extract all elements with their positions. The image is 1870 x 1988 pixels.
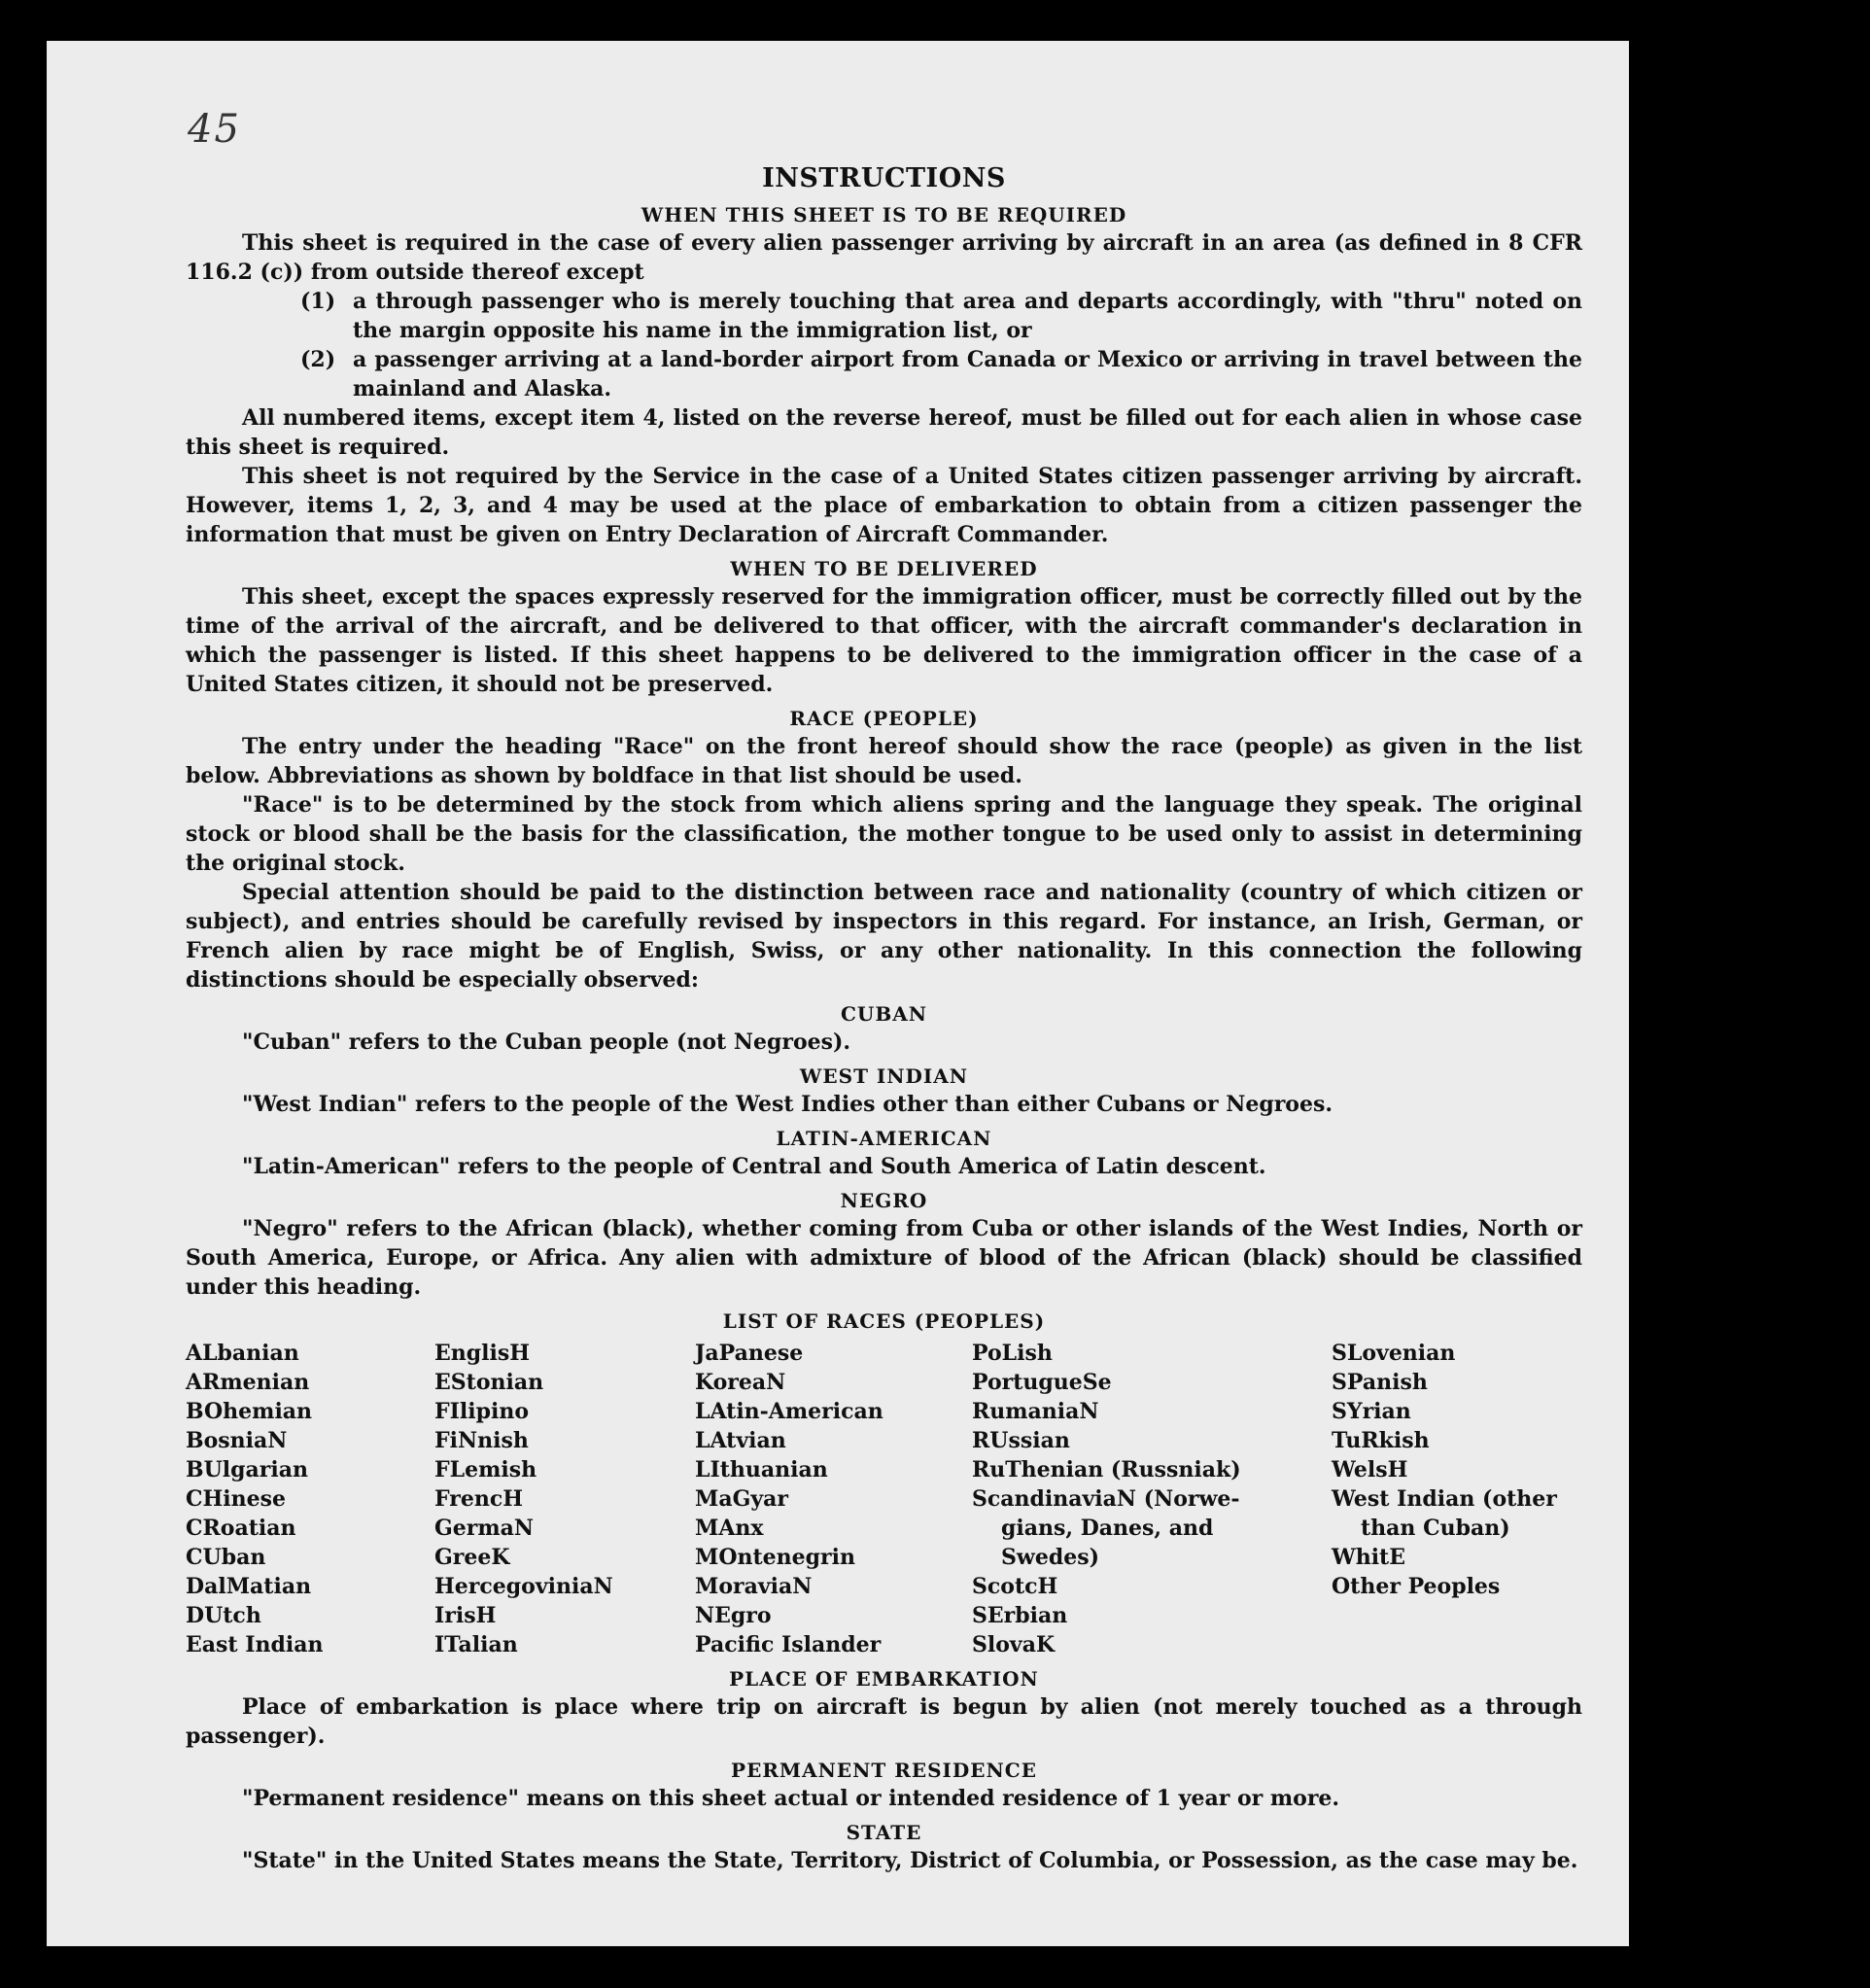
required-paragraph-1: This sheet is required in the case of every alien passenger arriving by aircraft in an area (as defined in 8 CFR 116.2 (c)) from outside thereof except (186, 230, 1582, 285)
race-list-item: FLemish (434, 1457, 537, 1482)
race-list-item: CUban (186, 1545, 266, 1570)
item-number: (2) (300, 347, 336, 372)
exception-item-2 (300, 345, 1582, 403)
race-paragraph-3: Special attention should be paid to the distinction between race and nationality (country of which citizen or subject), and entries should be carefully revised by inspectors in this regard. For instance, an Irish, German, or French alien by race might be of English, Swiss, or any other nationality. In this connection the following distinctions should be especially observed: (186, 880, 1582, 993)
race-paragraph-1: The entry under the heading "Race" on the front hereof should show the race (people) as given in the list below. Abbreviations as shown by boldface in that list should be used. (186, 734, 1582, 788)
race-list-item: KoreaN (695, 1370, 786, 1395)
race-list-item: SLovenian (1332, 1341, 1456, 1366)
heading-when-required: WHEN THIS SHEET IS TO BE REQUIRED (641, 203, 1127, 227)
race-list-item: FIlipino (434, 1399, 530, 1424)
heading-permanent-residence: PERMANENT RESIDENCE (731, 1759, 1037, 1782)
race-list-item: WhitE (1332, 1545, 1405, 1570)
state-definition: "State" in the United States means the State, Territory, District of Columbia, or Possession, as the case may be. (242, 1848, 1578, 1873)
page-title: INSTRUCTIONS (762, 163, 1006, 193)
heading-list-of-races: LIST OF RACES (PEOPLES) (722, 1309, 1046, 1333)
exception-item-1 (300, 287, 1582, 345)
latin-american-definition: "Latin-American" refers to the people of Central and South America of Latin descent. (242, 1154, 1266, 1179)
race-list-item: SYrian (1332, 1399, 1411, 1424)
residence-definition: "Permanent residence" means on this sheet actual or intended residence of 1 year or more. (242, 1786, 1340, 1811)
required-paragraph-3: This sheet is not required by the Service in the case of a United States citizen passenger arriving by aircraft. However, items 1, 2, 3, and 4 may be used at the place of embarkation to obtain from a citizen passenger the information that must be given on Entry Declaration of Aircraft Commander. (186, 464, 1582, 547)
race-list-item: JaPanese (695, 1341, 804, 1366)
heading-when-delivered: WHEN TO BE DELIVERED (730, 557, 1038, 580)
races-column-5 (1332, 1339, 1582, 1659)
race-list-item: ScandinaviaN (Norwe- (972, 1486, 1240, 1512)
cuban-definition: "Cuban" refers to the Cuban people (not Negroes). (242, 1029, 851, 1055)
race-list-item: DalMatian (186, 1574, 312, 1599)
heading-place-of-embarkation: PLACE OF EMBARKATION (729, 1667, 1039, 1691)
race-list-item: CHinese (186, 1486, 287, 1512)
heading-west-indian: WEST INDIAN (799, 1064, 969, 1088)
race-paragraph-2: "Race" is to be determined by the stock from which aliens spring and the language they speak. The original stock or blood shall be the basis for the classification, the mother tongue to be used only to assist in determining the original stock. (186, 792, 1582, 876)
race-list-item: EnglisH (434, 1341, 531, 1366)
race-list-item: MAnx (695, 1516, 764, 1541)
race-list-item: RUssian (972, 1428, 1070, 1453)
race-list-item: BOhemian (186, 1399, 313, 1424)
race-list-item: DUtch (186, 1603, 261, 1628)
heading-negro: NEGRO (840, 1189, 928, 1212)
race-list-item: LIthuanian (695, 1457, 828, 1482)
handwritten-page-number: 45 (188, 107, 241, 152)
race-list-item: CRoatian (186, 1516, 296, 1541)
embarkation-definition: Place of embarkation is place where trip on aircraft is begun by alien (not merely touched as a through passenger). (186, 1694, 1582, 1749)
negro-definition: "Negro" refers to the African (black), whether coming from Cuba or other islands of the West Indies, North or South America, Europe, or Africa. Any alien with admixture of blood of the African (black) should be classified under this heading. (186, 1216, 1582, 1300)
race-list-item: gians, Danes, and (1001, 1516, 1214, 1541)
race-list-item: GermaN (434, 1516, 535, 1541)
race-list-item: MOntenegrin (695, 1545, 855, 1570)
races-column-1 (186, 1339, 434, 1659)
race-list-item: ITalian (434, 1632, 518, 1657)
race-list-item: PoLish (972, 1341, 1053, 1366)
race-list-item: Other Peoples (1332, 1574, 1501, 1599)
race-list-item: BosniaN (186, 1428, 288, 1453)
race-list-item: West Indian (other (1332, 1486, 1557, 1512)
races-list (186, 1339, 1582, 1659)
race-list-item: Swedes) (1001, 1545, 1099, 1570)
document-page (47, 41, 1629, 1946)
race-list-item: HercegoviniaN (434, 1574, 613, 1599)
race-list-item: MoraviaN (695, 1574, 813, 1599)
heading-latin-american: LATIN-AMERICAN (776, 1127, 992, 1150)
item-number: (1) (300, 289, 336, 314)
race-list-item: PortugueSe (972, 1370, 1112, 1395)
race-list-item: ScotcH (972, 1574, 1058, 1599)
race-list-item: FiNnish (434, 1428, 529, 1453)
race-list-item: NEgro (695, 1603, 772, 1628)
race-list-item: than Cuban) (1361, 1516, 1510, 1541)
race-list-item: TuRkish (1332, 1428, 1430, 1453)
heading-cuban: CUBAN (840, 1002, 928, 1026)
race-list-item: EStonian (434, 1370, 544, 1395)
race-list-item: SlovaK (972, 1632, 1056, 1657)
race-list-item: East Indian (186, 1632, 324, 1657)
race-list-item: WelsH (1332, 1457, 1408, 1482)
delivered-paragraph: This sheet, except the spaces expressly reserved for the immigration officer, must be correctly filled out by the time of the arrival of the aircraft, and be delivered to that officer, with the aircraft commander's declaration in which the passenger is listed. If this sheet happens to be delivered to the immigration officer in the case of a United States citizen, it should not be preserved. (186, 584, 1582, 697)
race-list-item: LAtin-American (695, 1399, 883, 1424)
required-paragraph-2: All numbered items, except item 4, listed on the reverse hereof, must be filled out for each alien in whose case this sheet is required. (186, 405, 1582, 460)
races-column-3 (695, 1339, 972, 1659)
races-column-4 (972, 1339, 1332, 1659)
race-list-item: SErbian (972, 1603, 1068, 1628)
item-text: a passenger arriving at a land-border airport from Canada or Mexico or arriving in travel between the mainland and Alaska. (353, 347, 1582, 401)
race-list-item: LAtvian (695, 1428, 786, 1453)
west-indian-definition: "West Indian" refers to the people of the West Indies other than either Cubans or Negroes. (242, 1092, 1333, 1117)
race-list-item: IrisH (434, 1603, 497, 1628)
race-list-item: ALbanian (186, 1341, 299, 1366)
race-list-item: GreeK (434, 1545, 510, 1570)
race-list-item: MaGyar (695, 1486, 789, 1512)
race-list-item: RumaniaN (972, 1399, 1099, 1424)
race-list-item: FrencH (434, 1486, 523, 1512)
races-column-2 (434, 1339, 695, 1659)
heading-race: RACE (PEOPLE) (789, 707, 979, 730)
race-list-item: ARmenian (186, 1370, 310, 1395)
race-list-item: SPanish (1332, 1370, 1428, 1395)
instructions-body (186, 162, 1582, 1875)
heading-state: STATE (846, 1821, 922, 1844)
race-list-item: RuThenian (Russniak) (972, 1457, 1241, 1482)
race-list-item: Pacific Islander (695, 1632, 882, 1657)
race-list-item: BUlgarian (186, 1457, 308, 1482)
item-text: a through passenger who is merely touching that area and departs accordingly, with "thru" noted on the margin opposite his name in the immigration list, or (353, 289, 1582, 343)
